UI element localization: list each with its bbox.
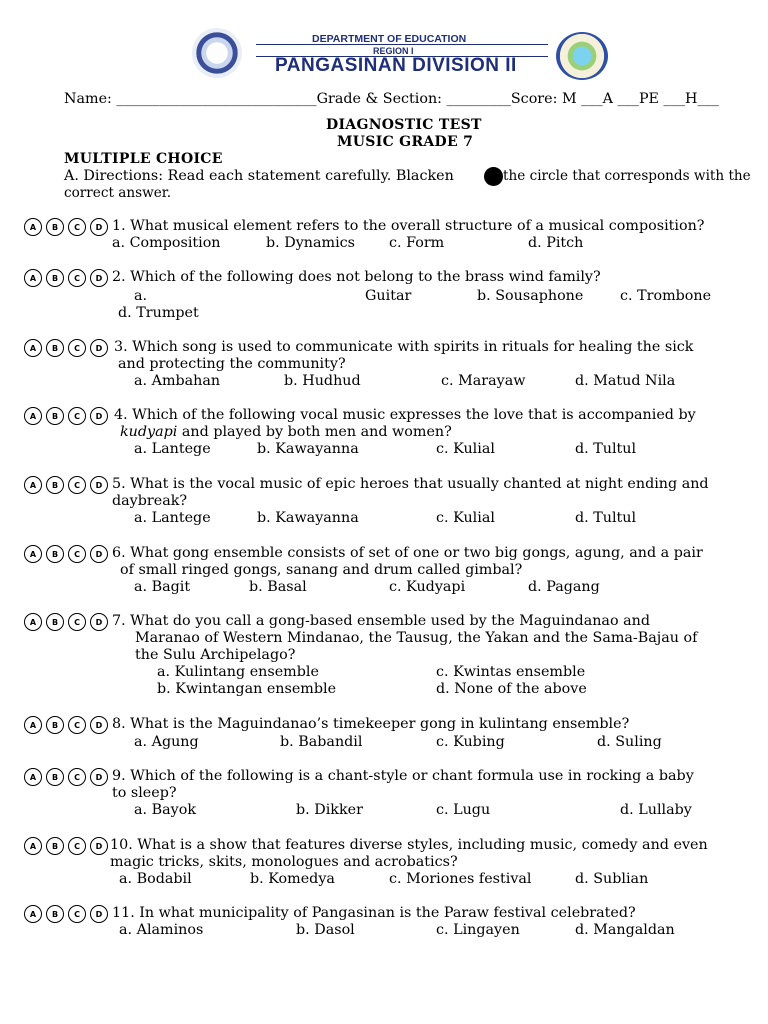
bubble-c[interactable]: C [68,545,86,563]
pangasinan-division-seal [556,32,608,80]
option: c. Kwintas ensemble [436,664,586,680]
bubble-b[interactable]: B [46,716,64,734]
answer-bubbles-q3 [24,339,112,357]
question-text: 4. Which of the following vocal music expresses the love that is accompanied by [114,407,696,423]
bubble-c[interactable]: C [68,768,86,786]
option: d. Pagang [528,579,600,595]
score-a-field[interactable]: ___ [617,91,639,107]
bubble-c[interactable]: C [68,218,86,236]
bubble-b[interactable]: B [46,269,64,287]
bubble-a[interactable]: A [24,407,42,425]
division-name: PANGASINAN DIVISION II [275,55,517,76]
option: d. Lullaby [620,802,692,818]
option: a. [134,288,148,304]
test-title: DIAGNOSTIC TEST [326,117,482,133]
bubble-a[interactable]: A [24,716,42,734]
option: a. Bodabil [119,871,192,887]
question-text: 6. What gong ensemble consists of set of one or two big gongs, agung, and a pair [112,545,703,561]
option: a. Agung [134,734,199,750]
bubble-b[interactable]: B [46,339,64,357]
answer-bubbles-q10 [24,837,112,855]
question-text: Maranao of Western Mindanao, the Tausug, the Yakan and the Sama-Bajau of [135,630,698,646]
answer-bubbles-q1 [24,218,112,236]
bubble-b[interactable]: B [46,768,64,786]
answer-bubbles-q5 [24,476,112,494]
grade-section-field[interactable]: _________ [446,91,511,107]
bubble-b[interactable]: B [46,613,64,631]
option: c. Lugu [436,802,491,818]
directions-text-3: correct answer. [64,185,172,201]
option: a. Lantege [134,441,211,457]
option: b. Dynamics [266,235,355,251]
answer-bubbles-q4 [24,407,112,425]
option: d. Tultul [575,510,637,526]
bubble-a[interactable]: A [24,768,42,786]
bubble-d[interactable]: D [90,407,108,425]
bubble-c[interactable]: C [68,716,86,734]
bubble-d[interactable]: D [90,269,108,287]
question-text [120,424,452,441]
name-label: Name: [64,91,112,107]
option: c. Moriones festival [389,871,532,887]
option: Guitar [365,288,412,304]
option: a. Kulintang ensemble [157,664,319,680]
option: b. Basal [249,579,307,595]
option: a. Alaminos [119,922,204,938]
question-text: to sleep? [112,785,177,801]
option: d. None of the above [436,681,587,697]
filled-circle-icon [484,167,503,186]
option: b. Babandil [280,734,363,750]
question-text: 11. In what municipality of Pangasinan is the Paraw festival celebrated? [112,905,636,921]
question-text: 1. What musical element refers to the overall structure of a musical composition? [112,218,705,234]
bubble-b[interactable]: B [46,545,64,563]
option: c. Kulial [436,510,495,526]
option: c. Lingayen [436,922,520,938]
bubble-b[interactable]: B [46,837,64,855]
option: c. Trombone [620,288,712,304]
bubble-a[interactable]: A [24,339,42,357]
bubble-c[interactable]: C [68,905,86,923]
question-italic-term: kudyapi [120,424,178,440]
deped-seal-logo [192,28,242,78]
option: b. Kwintangan ensemble [157,681,337,697]
score-a-label: A [602,91,613,107]
option: d. Suling [597,734,662,750]
bubble-a[interactable]: A [24,545,42,563]
question-text: magic tricks, skits, monologues and acrobatics? [110,854,458,870]
bubble-d[interactable]: D [90,218,108,236]
question-text: the Sulu Archipelago? [135,647,296,663]
directions-text-2: the circle that corresponds with the [503,168,751,184]
bubble-a[interactable]: A [24,269,42,287]
bubble-b[interactable]: B [46,407,64,425]
bubble-b[interactable]: B [46,476,64,494]
bubble-a[interactable]: A [24,218,42,236]
option: d. Pitch [528,235,584,251]
bubble-c[interactable]: C [68,339,86,357]
bubble-a[interactable]: A [24,905,42,923]
bubble-d[interactable]: D [90,476,108,494]
bubble-d[interactable]: D [90,339,108,357]
option: d. Sublian [575,871,649,887]
option: a. Bagit [134,579,191,595]
score-h-field[interactable]: ___ [697,91,719,107]
option: b. Komedya [250,871,335,887]
option: c. Marayaw [441,373,526,389]
bubble-d[interactable]: D [90,613,108,631]
bubble-b[interactable]: B [46,218,64,236]
option: c. Kulial [436,441,495,457]
answer-bubbles-q7 [24,613,112,631]
directions-text-1: A. Directions: Read each statement carefully. Blacken [64,168,454,184]
name-field[interactable]: ____________________________ [116,91,317,107]
question-text: 2. Which of the following does not belong to the brass wind family? [112,269,601,285]
info-line [64,91,719,108]
answer-bubbles-q11 [24,905,112,923]
question-text: 5. What is the vocal music of epic heroes that usually chanted at night ending and [112,476,709,492]
question-text: 10. What is a show that features diverse styles, including music, comedy and even [110,837,708,853]
bubble-a[interactable]: A [24,837,42,855]
question-text: and protecting the community? [118,356,346,372]
question-text: 9. Which of the following is a chant-style or chant formula use in rocking a baby [112,768,694,784]
option: c. Form [389,235,445,251]
score-m-field[interactable]: ___ [581,91,603,107]
test-subtitle: MUSIC GRADE 7 [337,134,474,150]
question-text: of small ringed gongs, sanang and drum called gimbal? [120,562,523,578]
option: a. Ambahan [134,373,221,389]
bubble-d[interactable]: D [90,716,108,734]
bubble-a[interactable]: A [24,613,42,631]
option: b. Sousaphone [477,288,584,304]
bubble-b[interactable]: B [46,905,64,923]
answer-bubbles-q8 [24,716,112,734]
question-text: 8. What is the Maguindanao’s timekeeper gong in kulintang ensemble? [112,716,630,732]
score-label: Score: M [510,91,577,107]
option: d. Matud Nila [575,373,676,389]
question-text: 3. Which song is used to communicate with spirits in rituals for healing the sick [114,339,694,355]
answer-bubbles-q9 [24,768,112,786]
option: a. Composition [112,235,221,251]
option: b. Kawayanna [257,441,359,457]
option: c. Kudyapi [389,579,466,595]
bubble-d[interactable]: D [90,905,108,923]
answer-bubbles-q6 [24,545,112,563]
bubble-c[interactable]: C [68,613,86,631]
bubble-d[interactable]: D [90,545,108,563]
bubble-c[interactable]: C [68,407,86,425]
bubble-d[interactable]: D [90,837,108,855]
answer-bubbles-q2 [24,269,112,287]
question-text: daybreak? [112,493,188,509]
bubble-d[interactable]: D [90,768,108,786]
bubble-a[interactable]: A [24,476,42,494]
option: d. Mangaldan [575,922,675,938]
score-pe-field[interactable]: ___ [663,91,685,107]
option: b. Dasol [296,922,355,938]
grade-section-label: Grade & Section: [316,91,442,107]
region-name: REGION I [373,46,414,56]
question-text: 7. What do you call a gong-based ensemble used by the Maguindanao and [112,613,650,629]
score-h-label: H [685,91,698,107]
bubble-c[interactable]: C [68,476,86,494]
bubble-c[interactable]: C [68,269,86,287]
option: d. Trumpet [118,305,199,321]
score-pe-label: PE [638,91,659,107]
option: c. Kubing [436,734,505,750]
option: b. Kawayanna [257,510,359,526]
option: b. Hudhud [284,373,361,389]
option: d. Tultul [575,441,637,457]
option: a. Lantege [134,510,211,526]
option: b. Dikker [296,802,363,818]
department-name: DEPARTMENT OF EDUCATION [312,33,467,45]
section-title: MULTIPLE CHOICE [64,151,223,167]
option: a. Bayok [134,802,196,818]
bubble-c[interactable]: C [68,837,86,855]
question-text-cont: and played by both men and women? [181,424,452,440]
